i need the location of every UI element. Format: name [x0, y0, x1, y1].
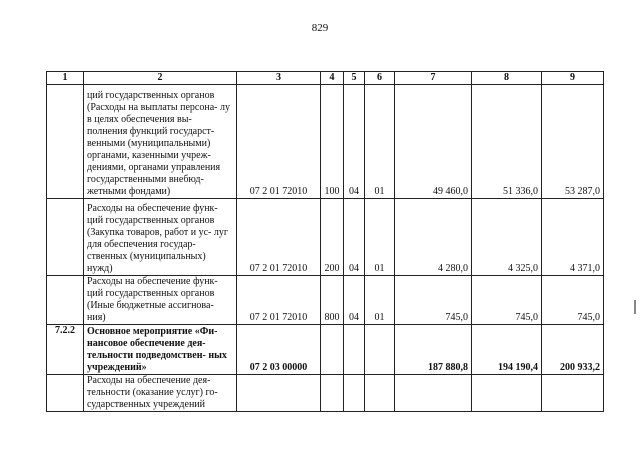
row-col-5: 04 — [344, 199, 365, 276]
row-value-9: 4 371,0 — [542, 199, 604, 276]
row-col-5 — [344, 375, 365, 412]
row-col-6: 01 — [365, 199, 395, 276]
table-row — [47, 276, 604, 325]
row-col-5 — [344, 325, 365, 375]
header-col-2: 2 — [84, 72, 237, 85]
page-number: 829 — [311, 22, 329, 34]
row-description: Расходы на обеспечение дея- тельности (оказание услуг) го- сударственных учреждений — [84, 375, 237, 412]
row-value-7: 187 880,8 — [395, 325, 472, 375]
row-value-8: 51 336,0 — [472, 85, 542, 199]
row-col-6: 01 — [365, 85, 395, 199]
row-value-9: 53 287,0 — [542, 85, 604, 199]
row-col-5: 04 — [344, 85, 365, 199]
table-row — [47, 375, 604, 412]
row-code: 07 2 01 72010 — [237, 276, 321, 325]
row-value-9 — [542, 375, 604, 412]
row-value-7: 4 280,0 — [395, 199, 472, 276]
table-row — [47, 325, 604, 375]
row-number — [47, 276, 84, 325]
row-value-8: 194 190,4 — [472, 325, 542, 375]
budget-table — [46, 71, 604, 412]
row-number — [47, 375, 84, 412]
header-col-1: 1 — [47, 72, 84, 85]
row-code: 07 2 01 72010 — [237, 199, 321, 276]
header-row — [47, 72, 604, 85]
header-col-9: 9 — [542, 72, 604, 85]
row-col-4: 200 — [321, 199, 344, 276]
row-number — [47, 85, 84, 199]
row-value-9: 200 933,2 — [542, 325, 604, 375]
header-col-6: 6 — [365, 72, 395, 85]
row-value-9: 745,0 — [542, 276, 604, 325]
row-col-4: 800 — [321, 276, 344, 325]
row-description: ций государственных органов (Расходы на выплаты персона- лу в целях обеспечения вы- полнения функций государст- венными (муниципальными) органами, казенными учреж- дениями, органами управления государственными внебюд- жетными фондами) — [84, 85, 237, 199]
row-col-6 — [365, 375, 395, 412]
row-value-8 — [472, 375, 542, 412]
table-row — [47, 199, 604, 276]
header-col-8: 8 — [472, 72, 542, 85]
row-col-4: 100 — [321, 85, 344, 199]
header-col-7: 7 — [395, 72, 472, 85]
row-description: Расходы на обеспечение функ- ций государственных органов (Закупка товаров, работ и ус- луг для обеспечения государ- ственных (муниципальных) нужд) — [84, 199, 237, 276]
row-value-8: 745,0 — [472, 276, 542, 325]
row-col-4 — [321, 325, 344, 375]
row-code: 07 2 01 72010 — [237, 85, 321, 199]
row-description: Расходы на обеспечение функ- ций государственных органов (Иные бюджетные ассигнова- ния) — [84, 276, 237, 325]
table-row — [47, 85, 604, 199]
row-number — [47, 199, 84, 276]
row-value-7 — [395, 375, 472, 412]
row-col-6: 01 — [365, 276, 395, 325]
row-value-7: 745,0 — [395, 276, 472, 325]
row-number: 7.2.2 — [47, 325, 84, 375]
header-col-4: 4 — [321, 72, 344, 85]
row-value-8: 4 325,0 — [472, 199, 542, 276]
row-code: 07 2 03 00000 — [237, 325, 321, 375]
header-col-3: 3 — [237, 72, 321, 85]
row-description: Основное мероприятие «Фи- нансовое обеспечение дея- тельности подведомствен- ных учреждений» — [84, 325, 237, 375]
scan-mark — [634, 300, 636, 314]
row-col-6 — [365, 325, 395, 375]
row-col-4 — [321, 375, 344, 412]
row-value-7: 49 460,0 — [395, 85, 472, 199]
row-col-5: 04 — [344, 276, 365, 325]
header-col-5: 5 — [344, 72, 365, 85]
row-code — [237, 375, 321, 412]
